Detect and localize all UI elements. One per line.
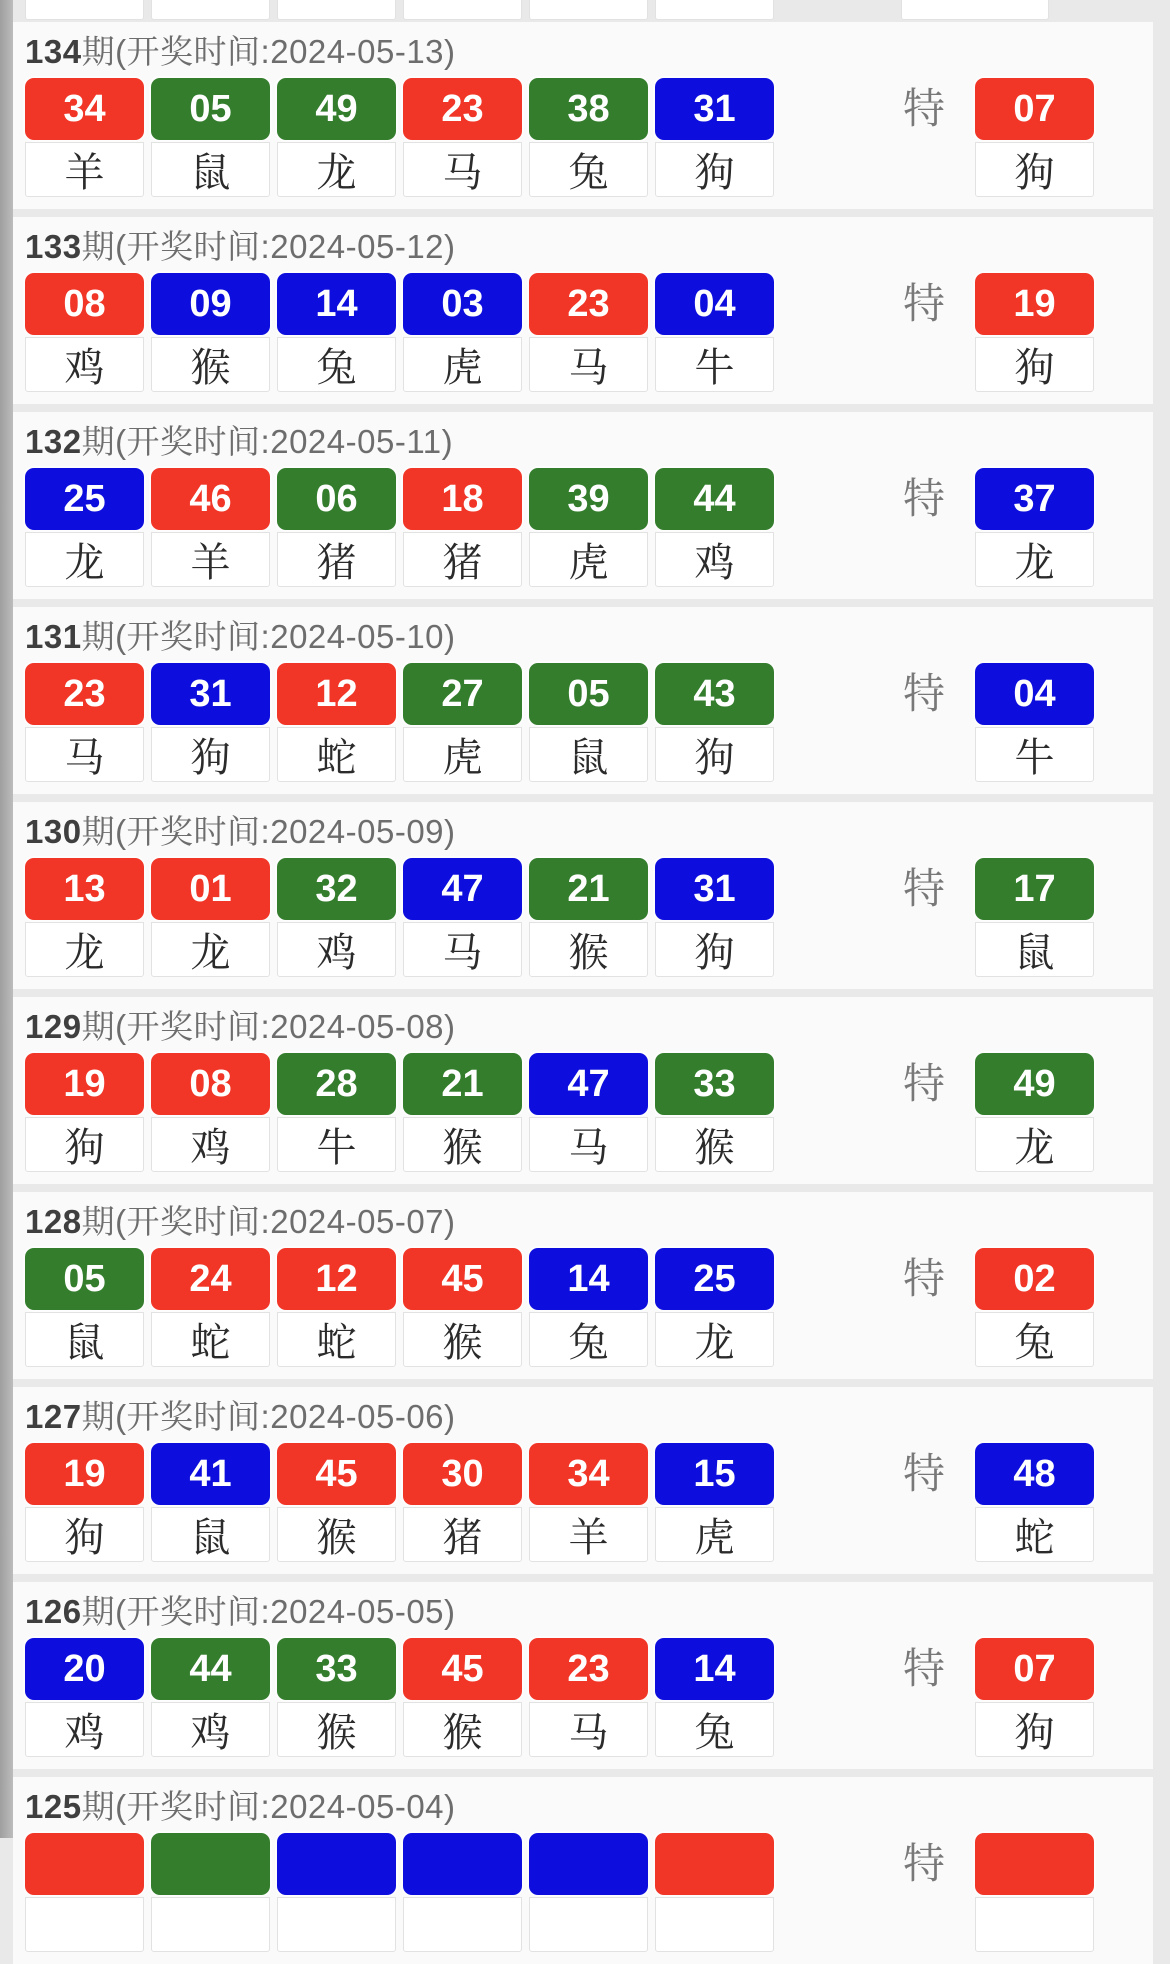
draw-time-label: 期(开奖时间:2024-05-04) (81, 1788, 456, 1825)
ball-number: 12 (277, 1248, 396, 1310)
draw-time-label: 期(开奖时间:2024-05-12) (81, 228, 456, 265)
special-ball-cell (975, 273, 1094, 392)
ball-zodiac: 鸡 (151, 1702, 270, 1757)
ball-cell (655, 1443, 774, 1562)
ball-zodiac: 虎 (529, 532, 648, 587)
ball-number: 14 (529, 1248, 648, 1310)
ball-zodiac: 羊 (529, 1507, 648, 1562)
ball-cell (25, 1443, 144, 1562)
ball-cell (403, 858, 522, 977)
ball-zodiac: 鼠 (25, 1312, 144, 1367)
period-title (25, 1192, 1153, 1243)
ball-zodiac: 马 (403, 142, 522, 197)
ball-cell (529, 273, 648, 392)
ball-number: 38 (529, 78, 648, 140)
ball-zodiac: 鸡 (655, 532, 774, 587)
ball-number: 46 (151, 468, 270, 530)
ball-zodiac: 狗 (25, 1507, 144, 1562)
ball-number (975, 1833, 1094, 1895)
ball-zodiac: 狗 (655, 922, 774, 977)
ball-zodiac: 龙 (975, 1117, 1094, 1172)
ball-cell (655, 1053, 774, 1172)
ball-cell (403, 1053, 522, 1172)
ball-zodiac: 猴 (403, 1702, 522, 1757)
balls-row (25, 78, 1153, 197)
ball-zodiac: 鸡 (25, 1702, 144, 1757)
ball-zodiac: 猴 (277, 1507, 396, 1562)
draw-period (13, 997, 1153, 1184)
balls-row (25, 468, 1153, 587)
special-marker: 特 (902, 85, 945, 132)
ball-number: 39 (529, 468, 648, 530)
ball-cell (655, 78, 774, 197)
period-title (25, 22, 1153, 73)
special-marker: 特 (902, 280, 945, 327)
ball-number: 12 (277, 663, 396, 725)
period-title (25, 607, 1153, 658)
ball-number: 21 (403, 1053, 522, 1115)
ball-cell (25, 1638, 144, 1757)
issue-number: 130 (25, 813, 82, 850)
ball-cell (277, 1443, 396, 1562)
ball-number: 19 (975, 273, 1094, 335)
ball-zodiac: 龙 (25, 532, 144, 587)
ball-zodiac: 龙 (277, 142, 396, 197)
cutoff-zodiac-stub (655, 0, 774, 20)
ball-number: 13 (25, 858, 144, 920)
ball-number: 23 (403, 78, 522, 140)
ball-number: 18 (403, 468, 522, 530)
ball-cell (403, 468, 522, 587)
draw-time-label: 期(开奖时间:2024-05-08) (81, 1008, 456, 1045)
ball-number: 32 (277, 858, 396, 920)
ball-cell (403, 78, 522, 197)
ball-zodiac: 马 (529, 1702, 648, 1757)
ball-number: 47 (403, 858, 522, 920)
ball-number: 49 (277, 78, 396, 140)
ball-zodiac: 狗 (975, 142, 1094, 197)
ball-zodiac: 狗 (25, 1117, 144, 1172)
draw-period (13, 802, 1153, 989)
ball-cell (529, 1248, 648, 1367)
ball-zodiac: 虎 (403, 337, 522, 392)
ball-number: 21 (529, 858, 648, 920)
ball-zodiac: 兔 (277, 337, 396, 392)
special-ball-cell (975, 468, 1094, 587)
ball-cell (655, 468, 774, 587)
cutoff-strip-gap (781, 0, 901, 20)
special-ball-cell (975, 663, 1094, 782)
ball-cell (151, 1443, 270, 1562)
draw-time-label: 期(开奖时间:2024-05-06) (81, 1398, 456, 1435)
ball-zodiac: 鼠 (151, 1507, 270, 1562)
issue-number: 129 (25, 1008, 82, 1045)
ball-number: 24 (151, 1248, 270, 1310)
ball-zodiac: 龙 (151, 922, 270, 977)
ball-number: 48 (975, 1443, 1094, 1505)
ball-number: 08 (151, 1053, 270, 1115)
ball-zodiac: 蛇 (277, 727, 396, 782)
ball-number: 49 (975, 1053, 1094, 1115)
ball-number: 37 (975, 468, 1094, 530)
ball-zodiac: 猴 (277, 1702, 396, 1757)
ball-cell (655, 1248, 774, 1367)
ball-zodiac: 鼠 (975, 922, 1094, 977)
ball-number (655, 1833, 774, 1895)
balls-row (25, 1638, 1153, 1757)
special-ball-cell (975, 1638, 1094, 1757)
ball-cell (151, 1248, 270, 1367)
ball-cell (529, 468, 648, 587)
ball-cell (25, 663, 144, 782)
ball-zodiac: 猴 (655, 1117, 774, 1172)
period-title (25, 217, 1153, 268)
ball-number: 07 (975, 78, 1094, 140)
ball-cell (277, 78, 396, 197)
ball-zodiac: 龙 (655, 1312, 774, 1367)
ball-number: 01 (151, 858, 270, 920)
ball-number: 03 (403, 273, 522, 335)
ball-zodiac: 兔 (529, 142, 648, 197)
ball-zodiac: 狗 (975, 337, 1094, 392)
ball-cell (277, 1248, 396, 1367)
ball-zodiac: 猴 (151, 337, 270, 392)
ball-cell (403, 273, 522, 392)
ball-number: 45 (403, 1248, 522, 1310)
ball-zodiac: 狗 (151, 727, 270, 782)
ball-number: 44 (655, 468, 774, 530)
ball-zodiac: 兔 (529, 1312, 648, 1367)
ball-number (529, 1833, 648, 1895)
ball-number: 05 (151, 78, 270, 140)
ball-number: 15 (655, 1443, 774, 1505)
ball-zodiac: 狗 (655, 727, 774, 782)
ball-cell (655, 663, 774, 782)
ball-zodiac: 牛 (655, 337, 774, 392)
ball-zodiac (529, 1897, 648, 1952)
cutoff-zodiac-stub (901, 0, 1049, 20)
ball-cell (25, 273, 144, 392)
period-title (25, 1777, 1153, 1828)
ball-number: 43 (655, 663, 774, 725)
ball-zodiac: 鼠 (151, 142, 270, 197)
ball-cell (655, 273, 774, 392)
special-ball-cell (975, 1833, 1094, 1952)
previous-row-remnant (13, 0, 1153, 20)
results-list (13, 0, 1153, 1887)
ball-number: 33 (655, 1053, 774, 1115)
ball-cell (277, 663, 396, 782)
ball-cell (403, 663, 522, 782)
ball-zodiac: 鸡 (25, 337, 144, 392)
special-ball-cell (975, 858, 1094, 977)
issue-number: 133 (25, 228, 82, 265)
draw-time-label: 期(开奖时间:2024-05-10) (81, 618, 456, 655)
ball-number: 08 (25, 273, 144, 335)
ball-number: 14 (655, 1638, 774, 1700)
ball-number: 04 (655, 273, 774, 335)
special-marker: 特 (902, 865, 945, 912)
period-title (25, 1387, 1153, 1438)
draw-period (13, 1192, 1153, 1379)
ball-number: 20 (25, 1638, 144, 1700)
draw-period (13, 22, 1153, 209)
special-marker: 特 (902, 1255, 945, 1302)
draw-period (13, 217, 1153, 404)
ball-number (277, 1833, 396, 1895)
draw-period (13, 412, 1153, 599)
ball-zodiac: 蛇 (975, 1507, 1094, 1562)
ball-zodiac: 虎 (403, 727, 522, 782)
ball-number (25, 1833, 144, 1895)
ball-number: 05 (25, 1248, 144, 1310)
special-marker: 特 (902, 670, 945, 717)
ball-zodiac (277, 1897, 396, 1952)
draw-time-label: 期(开奖时间:2024-05-11) (81, 423, 454, 460)
special-marker: 特 (902, 1450, 945, 1497)
ball-zodiac: 羊 (151, 532, 270, 587)
ball-number: 34 (25, 78, 144, 140)
ball-zodiac: 鸡 (277, 922, 396, 977)
ball-cell (403, 1833, 522, 1952)
issue-number: 126 (25, 1593, 82, 1630)
ball-cell (655, 858, 774, 977)
ball-cell (529, 663, 648, 782)
ball-number: 31 (151, 663, 270, 725)
balls-row (25, 273, 1153, 392)
ball-cell (151, 1833, 270, 1952)
ball-cell (403, 1638, 522, 1757)
ball-cell (151, 78, 270, 197)
ball-cell (277, 468, 396, 587)
ball-number: 34 (529, 1443, 648, 1505)
ball-cell (25, 1053, 144, 1172)
ball-zodiac (655, 1897, 774, 1952)
ball-number: 31 (655, 858, 774, 920)
ball-number: 23 (529, 1638, 648, 1700)
period-title (25, 802, 1153, 853)
ball-cell (655, 1833, 774, 1952)
balls-row (25, 1443, 1153, 1562)
ball-zodiac (403, 1897, 522, 1952)
balls-row (25, 1833, 1153, 1952)
ball-number: 30 (403, 1443, 522, 1505)
ball-number: 31 (655, 78, 774, 140)
balls-row (25, 663, 1153, 782)
cutoff-zodiac-stub (403, 0, 522, 20)
ball-cell (529, 1443, 648, 1562)
ball-cell (151, 1053, 270, 1172)
ball-cell (151, 1638, 270, 1757)
issue-number: 131 (25, 618, 82, 655)
ball-number: 07 (975, 1638, 1094, 1700)
ball-zodiac: 猴 (403, 1117, 522, 1172)
ball-zodiac: 鼠 (529, 727, 648, 782)
special-marker: 特 (902, 475, 945, 522)
ball-zodiac: 龙 (25, 922, 144, 977)
ball-cell (277, 1053, 396, 1172)
ball-cell (529, 1638, 648, 1757)
draw-time-label: 期(开奖时间:2024-05-07) (81, 1203, 456, 1240)
draw-period (13, 1582, 1153, 1769)
ball-cell (529, 1053, 648, 1172)
ball-number: 06 (277, 468, 396, 530)
draw-period (13, 1777, 1153, 1964)
cutoff-zodiac-stub (151, 0, 270, 20)
ball-number: 23 (529, 273, 648, 335)
ball-zodiac: 马 (529, 1117, 648, 1172)
ball-cell (151, 663, 270, 782)
ball-zodiac: 牛 (975, 727, 1094, 782)
ball-number: 19 (25, 1443, 144, 1505)
ball-zodiac: 鸡 (151, 1117, 270, 1172)
ball-number: 28 (277, 1053, 396, 1115)
ball-zodiac: 狗 (655, 142, 774, 197)
ball-cell (25, 78, 144, 197)
ball-cell (25, 1833, 144, 1952)
cutoff-zodiac-stub (529, 0, 648, 20)
special-marker: 特 (902, 1840, 945, 1887)
ball-number: 33 (277, 1638, 396, 1700)
ball-zodiac: 狗 (975, 1702, 1094, 1757)
ball-zodiac: 猪 (403, 532, 522, 587)
special-ball-cell (975, 1053, 1094, 1172)
ball-zodiac: 蛇 (151, 1312, 270, 1367)
ball-zodiac (151, 1897, 270, 1952)
ball-number: 02 (975, 1248, 1094, 1310)
ball-cell (403, 1248, 522, 1367)
ball-cell (277, 1638, 396, 1757)
ball-zodiac: 龙 (975, 532, 1094, 587)
ball-zodiac (975, 1897, 1094, 1952)
ball-zodiac: 兔 (655, 1702, 774, 1757)
ball-cell (403, 1443, 522, 1562)
ball-number: 25 (655, 1248, 774, 1310)
ball-zodiac: 马 (529, 337, 648, 392)
ball-zodiac: 猪 (277, 532, 396, 587)
ball-number (403, 1833, 522, 1895)
ball-number: 41 (151, 1443, 270, 1505)
ball-number: 45 (277, 1443, 396, 1505)
draw-time-label: 期(开奖时间:2024-05-05) (81, 1593, 456, 1630)
ball-number: 05 (529, 663, 648, 725)
ball-zodiac: 虎 (655, 1507, 774, 1562)
ball-cell (277, 1833, 396, 1952)
ball-zodiac: 兔 (975, 1312, 1094, 1367)
period-title (25, 412, 1153, 463)
issue-number: 127 (25, 1398, 82, 1435)
ball-cell (151, 468, 270, 587)
draw-time-label: 期(开奖时间:2024-05-09) (81, 813, 456, 850)
cutoff-zodiac-stub (277, 0, 396, 20)
special-ball-cell (975, 1443, 1094, 1562)
period-title (25, 997, 1153, 1048)
ball-cell (277, 273, 396, 392)
ball-zodiac (25, 1897, 144, 1952)
ball-zodiac: 猴 (529, 922, 648, 977)
special-marker: 特 (902, 1060, 945, 1107)
balls-row (25, 1053, 1153, 1172)
ball-number: 44 (151, 1638, 270, 1700)
ball-zodiac: 牛 (277, 1117, 396, 1172)
draw-period (13, 1387, 1153, 1574)
issue-number: 128 (25, 1203, 82, 1240)
special-ball-cell (975, 78, 1094, 197)
draw-time-label: 期(开奖时间:2024-05-13) (81, 33, 456, 70)
ball-number: 47 (529, 1053, 648, 1115)
balls-row (25, 1248, 1153, 1367)
period-title (25, 1582, 1153, 1633)
issue-number: 134 (25, 33, 82, 70)
ball-cell (529, 858, 648, 977)
special-ball-cell (975, 1248, 1094, 1367)
issue-number: 132 (25, 423, 82, 460)
ball-cell (151, 858, 270, 977)
ball-cell (25, 1248, 144, 1367)
ball-number: 27 (403, 663, 522, 725)
issue-number: 125 (25, 1788, 82, 1825)
ball-zodiac: 马 (403, 922, 522, 977)
page-edge-scrollbar[interactable] (0, 0, 13, 1838)
ball-cell (529, 78, 648, 197)
ball-zodiac: 马 (25, 727, 144, 782)
draw-period (13, 607, 1153, 794)
ball-number: 45 (403, 1638, 522, 1700)
ball-cell (529, 1833, 648, 1952)
ball-cell (655, 1638, 774, 1757)
cutoff-zodiac-stub (25, 0, 144, 20)
ball-zodiac: 蛇 (277, 1312, 396, 1367)
ball-zodiac: 羊 (25, 142, 144, 197)
ball-cell (151, 273, 270, 392)
ball-cell (25, 468, 144, 587)
ball-zodiac: 猴 (403, 1312, 522, 1367)
ball-number: 09 (151, 273, 270, 335)
ball-number: 25 (25, 468, 144, 530)
ball-cell (25, 858, 144, 977)
ball-zodiac: 猪 (403, 1507, 522, 1562)
ball-number: 23 (25, 663, 144, 725)
ball-number: 17 (975, 858, 1094, 920)
ball-number: 19 (25, 1053, 144, 1115)
ball-cell (277, 858, 396, 977)
ball-number: 04 (975, 663, 1094, 725)
ball-number: 14 (277, 273, 396, 335)
ball-number (151, 1833, 270, 1895)
special-marker: 特 (902, 1645, 945, 1692)
balls-row (25, 858, 1153, 977)
